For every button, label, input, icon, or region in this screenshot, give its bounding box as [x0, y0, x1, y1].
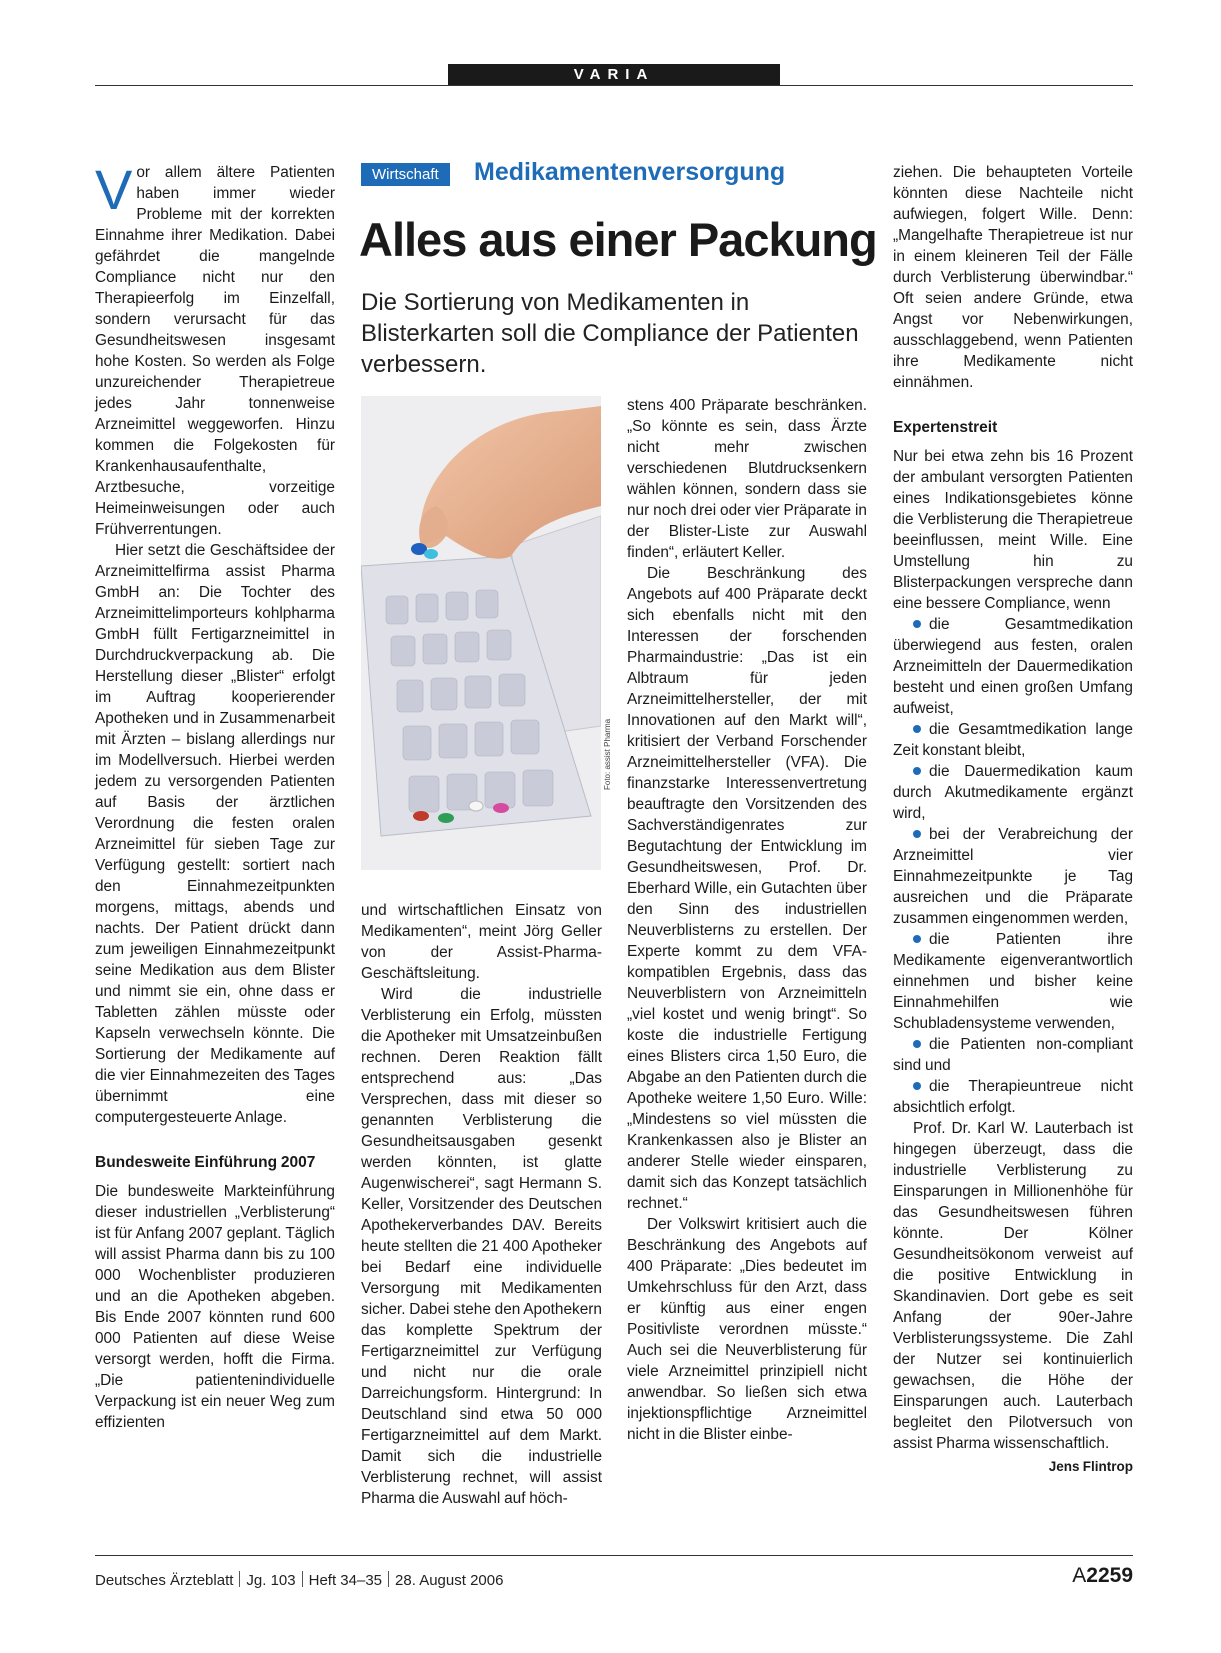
footer-rule: [95, 1555, 1133, 1556]
drop-cap: V: [95, 158, 133, 221]
column-1: [95, 158, 335, 1433]
list-item: die Patienten ihre Medikamente eigenverantwortlich einnehmen und bisher keine Einnahmehilfen wie Schubladensysteme verwenden,: [893, 931, 1133, 1032]
column-4: [893, 162, 1133, 1477]
list-item: die Therapieuntreue nicht absichtlich erfolgt.: [893, 1078, 1133, 1116]
paragraph: stens 400 Präparate beschränken. „So könnte es sein, dass Ärzte nicht mehr zwischen verschiedenen Blutdrucksenkern wählen können, sondern dass sie nur noch drei oder vier Präparate in der Blister-Liste zur Auswahl finden“, erläutert Keller.: [627, 397, 867, 561]
issue-date: 28. August 2006: [395, 1572, 504, 1589]
photo-credit: Foto: assist Pharma: [603, 718, 612, 790]
volume: Jg. 103: [246, 1572, 296, 1589]
subheading: Expertenstreit: [893, 419, 998, 436]
paragraph: und wirtschaftlichen Einsatz von Medikamenten“, meint Jörg Geller von der Assist-Pharma-Geschäftsleitung.: [361, 902, 602, 982]
paragraph: Die Beschränkung des Angebots auf 400 Präparate deckt sich ebenfalls nicht mit den Interessen der forschenden Pharmaindustrie: „Das ist ein Albtraum für jeden Arzneimittelhersteller, der mit Innovationen auf den Markt will“, kritisiert der Verband Forschender Arzneimittelhersteller (VFA). Die finanzstarke Interessenvertretung beauftragte den Vorsitzenden des Sachverständigenrates zur Begutachtung der Entwicklung im Gesundheitswesen, Prof. Dr. Eberhard Wille, ein Gutachten über den Sinn des industriellen Neuverblisterns zu erstellen. Der Experte kommt zu dem VFA-kompatiblen Ergebnis, dass das Neuverblistern von Arzneimitteln „viel kostet und wenig bringt“. So koste die industrielle Fertigung eines Blisters circa 1,50 Euro, die Abgabe an den Patienten durch die Apotheke weitere 1,50 Euro. Wille: „Mindestens so viel müssten die Krankenkassen also je Blister an anderer Stelle wieder einsparen, damit sich das Konzept tatsächlich rechnet.“: [627, 565, 867, 1212]
list-item: die Gesamtmedikation lange Zeit konstant bleibt,: [893, 721, 1133, 759]
paragraph: Prof. Dr. Karl W. Lauterbach ist hingegen überzeugt, dass die industrielle Verblisterung zu Einsparungen in Millionenhöhe für das Gesundheitswesen führen könnte. Der Kölner Gesundheitsökonom verweist auf die positive Entwicklung in Skandinavien. Dort gebe es seit Anfang der 90er-Jahre Verblisterungssysteme. Die Zahl der Nutzer sei kontinuierlich gewachsen, die Höhe der Einsparungen auch. Lauterbach begleitet den Pilotversuch von assist Pharma wissenschaftlich. Jens Flintrop: [893, 1118, 1133, 1454]
paragraph: Die bundesweite Markteinführung dieser industriellen „Verblisterung“ ist für Anfang 2007 geplant. Täglich will assist Pharma dann bis zu 100 000 Wochenblister produzieren und an die Apotheken abgeben. Bis Ende 2007 könnten rund 600 000 Patienten auf diese Weise versorgt werden, hofft die Firma. „Die patientenindividuelle Verpackung ist ein neuer Weg zum effizienten: [95, 1183, 335, 1431]
bullet-icon: [913, 767, 921, 775]
paragraph: Wird die industrielle Verblisterung ein Erfolg, müssten die Apotheker mit Umsatzeinbußen rechnen. Deren Reaktion fällt entsprechend aus: „Das Versprechen, dass mit dieser so genannten Verblisterung die Gesundheitsausgaben gesenkt werden könnten, ist glatte Augenwischerei“, sagt Hermann S. Keller, Vorsitzender des Deutschen Apothekerverbandes DAV. Bereits heute stellten die 21 400 Apotheker bei Bedarf eine individuelle Versorgung mit Medikamenten sicher. Dabei stehe den Apothekern das komplette Spektrum der Fertigarzneimittel zur Verfügung und nicht nur die orale Darreichungsform. Hintergrund: In Deutschland sind etwa 50 000 Fertigarzneimittel auf dem Markt. Damit sich die industrielle Verblisterung rechnet, will assist Pharma die Auswahl auf höch-: [361, 986, 602, 1507]
issue: Heft 34–35: [308, 1572, 383, 1589]
lead-paragraph: Vor allem ältere Patienten haben immer wieder Probleme mit der korrekten Einnahme ihrer Medikation. Dabei gefährdet die mangelnde Compliance nicht nur den Therapieerfolg im Einzelfall, sondern verursacht für das Gesundheitswesen insgesamt hohe Kosten. So werden als Folge unzureichender Therapietreue jedes Jahr tonnenweise Arzneimittel weggeworfen. Hinzu kommen die Folgekosten für Krankenhausaufenthalte, Arztbesuche, vorzeitige Heimeinweisungen oder auch Frühverrentungen.: [95, 158, 335, 538]
paragraph: Hier setzt die Geschäftsidee der Arzneimittelfirma assist Pharma GmbH an: Die Tochter des Arzneimittelimporteurs kohlpharma GmbH füllt Fertigarzneimittel in Durchdruckverpackung ab. Die Herstellung dieser „Blister“ erfolgt im Auftrag kooperierender Apotheken und in Zusammenarbeit mit Ärzten – bislang allerdings nur im Modellversuch. Hierbei werden jedem zu versorgenden Patienten auf Basis der ärztlichen Verordnung die festen oralen Arzneimittel für sieben Tage zur Verfügung gestellt: sortiert nach den Einnahmezeitpunkten morgens, mittags, abends und nachts. Der Patient drückt dann zum jeweiligen Einnahmezeitpunkt seine Medikation aus dem Blister und nimmt sie ein, ohne dass er Tabletten zählen müsste oder Kapseln verwechseln könnte. Die Sortierung der Medikamente auf die vier Einnahmezeiten des Tages übernimmt eine computergesteuerte Anlage.: [95, 542, 335, 1126]
journal-name: Deutsches Ärzteblatt: [95, 1572, 234, 1589]
page-number: A2259: [1072, 1564, 1133, 1587]
bullet-icon: [913, 725, 921, 733]
section-label: VARIA: [448, 64, 780, 85]
bullet-icon: [913, 1040, 921, 1048]
column-2: [361, 900, 602, 1509]
subheading: Bundesweite Einführung 2007: [95, 1154, 316, 1171]
blister-photo: [361, 396, 601, 870]
author-byline: Jens Flintrop: [1048, 1459, 1133, 1474]
bullet-icon: [913, 830, 921, 838]
paragraph: ziehen. Die behaupteten Vorteile könnten diese Nachteile nicht aufwiegen, folgert Wille. Denn: „Mangelhafte Therapietreue ist nur in einem kleineren Teil der Fälle durch Verblisterung überwindbar.“ Oft seien andere Gründe, etwa Angst vor Nebenwirkungen, ausschlaggebend, wenn Patienten ihre Medikamente nicht einnähmen.: [893, 164, 1133, 391]
bullet-icon: [913, 1082, 921, 1090]
kicker: Medikamentenversorgung: [474, 158, 786, 186]
header-rule: [95, 85, 1133, 86]
column-3: [627, 395, 867, 1445]
bullet-icon: [913, 620, 921, 628]
headline: Alles aus einer Packung: [359, 213, 877, 266]
list-item: bei der Verabreichung der Arzneimittel vier Einnahmezeitpunkte je Tag ausreichen und die Präparate zusammen eingenommen werden,: [893, 826, 1133, 927]
paragraph: Nur bei etwa zehn bis 16 Prozent der ambulant versorgten Patienten eines Indikationsgebietes könne die Verblisterung die Therapietreue beeinflussen, meint Wille. Eine Umstellung hin zu Blisterpackungen verspreche dann eine bessere Compliance, wenn: [893, 448, 1133, 612]
bullet-icon: [913, 935, 921, 943]
list-item: die Dauermedikation kaum durch Akutmedikamente ergänzt wird,: [893, 763, 1133, 822]
standfirst: Die Sortierung von Medikamenten in Blisterkarten soll die Compliance der Patienten verbessern.: [361, 289, 859, 378]
paragraph: Der Volkswirt kritisiert auch die Beschränkung des Angebots auf 400 Präparate: „Dies bedeutet im Umkehrschluss für den Arzt, dass er künftig aus einer engen Positivliste verordnen müsste.“ Auch sei die Neuverblisterung für viele Arzneimittel prinzipiell nicht anwendbar. So ließen sich etwa injektionspflichtige Arzneimittel nicht in die Blister einbe-: [627, 1216, 867, 1443]
footer-citation: [95, 1571, 503, 1589]
list-item: die Gesamtmedikation überwiegend aus festen, oralen Arzneimitteln der Dauermedikation besteht und einen großen Umfang aufweist,: [893, 616, 1133, 717]
blister-illustration: [361, 396, 601, 870]
rubric-badge: Wirtschaft: [361, 163, 450, 186]
list-item: die Patienten non-compliant sind und: [893, 1036, 1133, 1074]
